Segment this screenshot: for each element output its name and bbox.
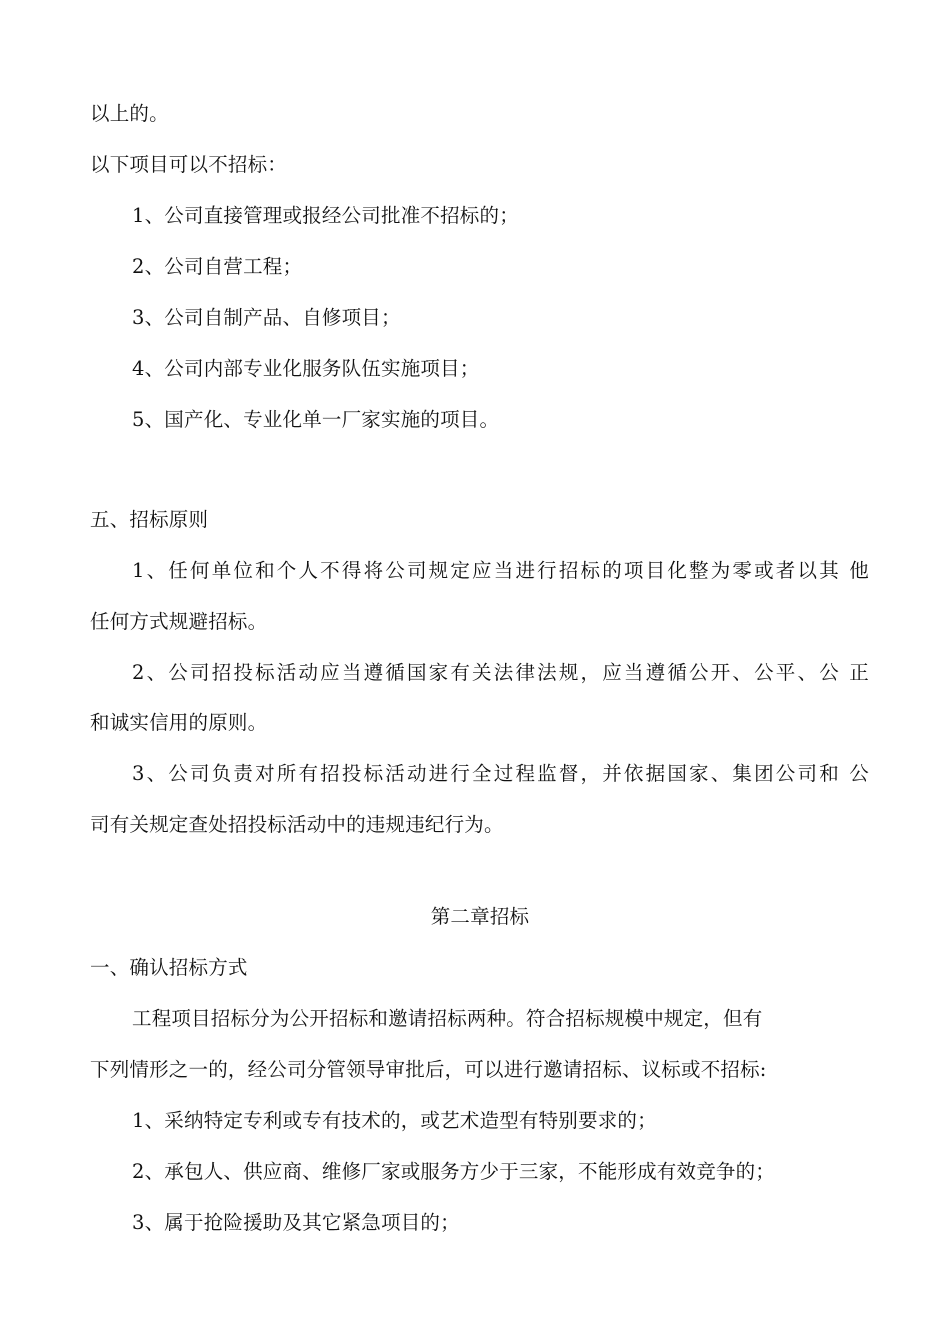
paragraph-line: 2、公司招投标活动应当遵循国家有关法律法规，应当遵循公开、公平、公 正 — [132, 661, 869, 684]
paragraph-line: 3、公司负责对所有招投标活动进行全过程监督，并依据国家、集团公司和 公 — [132, 762, 869, 785]
list-item: 1、公司直接管理或报经公司批准不招标的； — [132, 204, 519, 227]
paragraph-line: 司有关规定查处招投标活动中的违规违纪行为。 — [90, 813, 504, 836]
list-item: 2、承包人、供应商、维修厂家或服务方少于三家，不能形成有效竞争的； — [132, 1160, 776, 1183]
list-item: 2、公司自营工程； — [132, 255, 303, 278]
paragraph-line: 任何方式规避招标。 — [90, 610, 268, 633]
paragraph-line: 1、任何单位和个人不得将公司规定应当进行招标的项目化整为零或者以其 他 — [132, 559, 869, 582]
list-item: 4、公司内部专业化服务队伍实施项目； — [132, 357, 480, 380]
section-heading: 五、招标原则 — [90, 508, 209, 531]
paragraph-line: 工程项目招标分为公开招标和邀请招标两种。符合招标规模中规定，但有 — [132, 1007, 763, 1030]
list-item: 3、属于抢险援助及其它紧急项目的； — [132, 1211, 460, 1234]
list-item: 5、国产化、专业化单一厂家实施的项目。 — [132, 408, 500, 431]
paragraph-line: 以上的。 — [90, 102, 169, 125]
paragraph-line: 下列情形之一的，经公司分管领导审批后，可以进行邀请招标、议标或不招标: — [90, 1058, 767, 1081]
paragraph-line: 和诚实信用的原则。 — [90, 711, 268, 734]
section-heading: 一、确认招标方式 — [90, 956, 248, 979]
chapter-title: 第二章招标 — [430, 905, 530, 928]
list-item: 1、采纳特定专利或专有技术的，或艺术造型有特别要求的； — [132, 1109, 657, 1132]
list-item: 3、公司自制产品、自修项目； — [132, 306, 401, 329]
paragraph-line: 以下项目可以不招标： — [90, 153, 288, 176]
